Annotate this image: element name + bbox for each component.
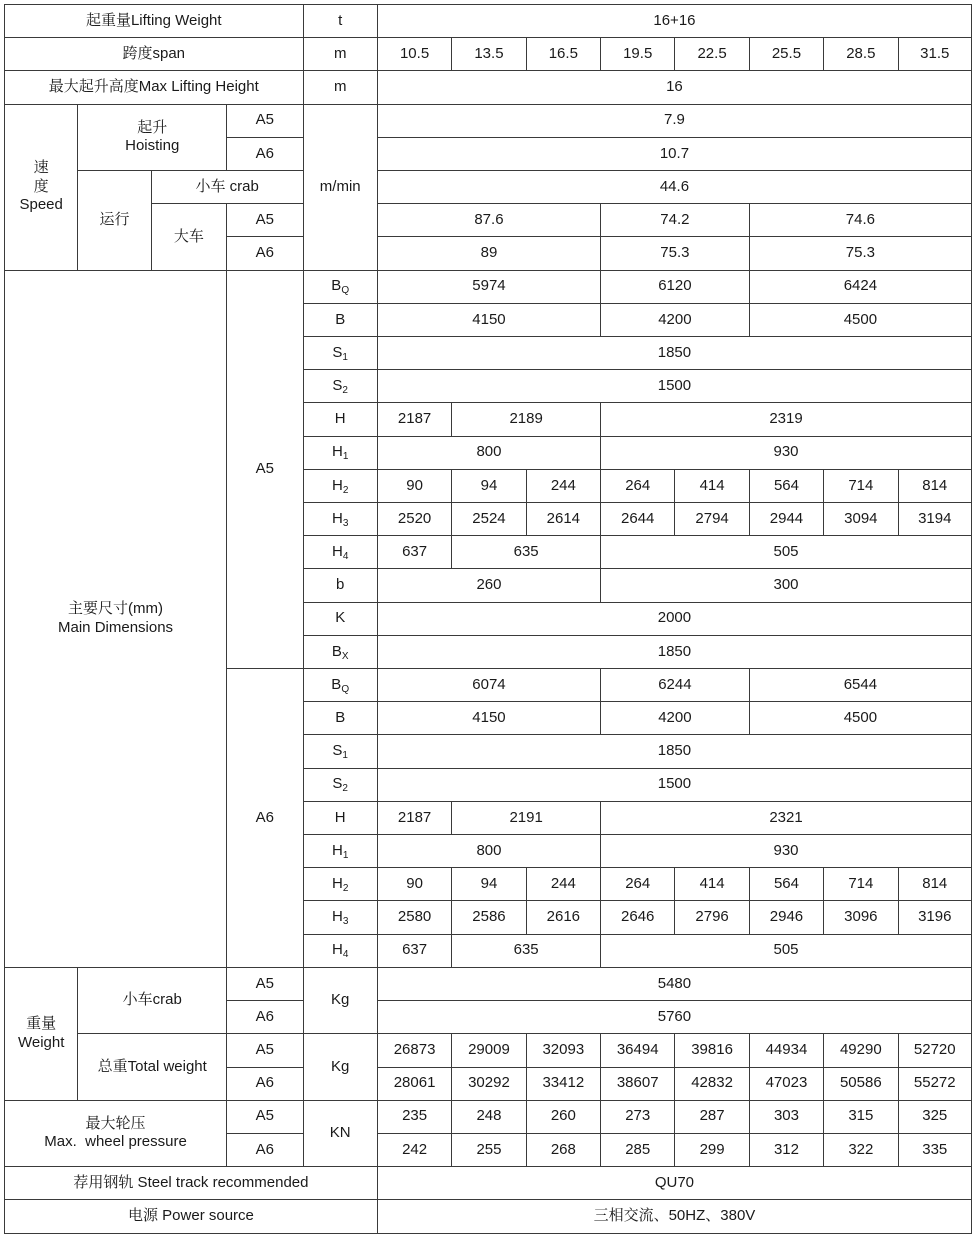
crane-a5-value: 87.6 <box>377 204 600 237</box>
span-value: 10.5 <box>377 38 451 71</box>
a6-h3-value: 2616 <box>526 901 600 934</box>
wheel-a5-value: 235 <box>377 1100 451 1133</box>
crab-weight-a6-value: 5760 <box>377 1001 971 1034</box>
a6-h2-value: 244 <box>526 868 600 901</box>
a6-h2-value: 264 <box>601 868 675 901</box>
weight-label-en: Weight <box>17 1033 65 1051</box>
row-span <box>5 38 972 71</box>
duty-a6: A6 <box>227 669 303 968</box>
wheel-a6-value: 335 <box>898 1133 971 1166</box>
total-a6-value: 28061 <box>377 1067 451 1100</box>
a5-h2-value: 714 <box>824 469 898 502</box>
wheel-a6-value: 312 <box>749 1133 823 1166</box>
span-unit: m <box>303 38 377 71</box>
total-a5-value: 29009 <box>452 1034 526 1067</box>
a5-h3-value: 3094 <box>824 503 898 536</box>
a6-h2-value: 414 <box>675 868 749 901</box>
duty-a6: A6 <box>227 1133 303 1166</box>
a6-s1-value: 1850 <box>377 735 971 768</box>
span-value: 31.5 <box>898 38 971 71</box>
symbol-bq: $B_Q$ <box>303 669 377 702</box>
a6-h3-value: 3096 <box>824 901 898 934</box>
a6-h3-value: 2646 <box>601 901 675 934</box>
duty-a5: A5 <box>227 104 303 137</box>
a5-b-small-value: 260 <box>377 569 600 602</box>
a5-h2-value: 414 <box>675 469 749 502</box>
power-source-label: 电源 Power source <box>5 1200 378 1234</box>
power-source-value: 三相交流、50HZ、380V <box>377 1200 971 1234</box>
dimensions-label-cn: 主要尺寸(mm) <box>68 600 164 617</box>
duty-a6: A6 <box>227 1067 303 1100</box>
total-a5-value: 32093 <box>526 1034 600 1067</box>
symbol-h: H <box>303 801 377 834</box>
wheel-a6-value: 299 <box>675 1133 749 1166</box>
a5-h1-value: 930 <box>601 436 972 469</box>
lifting-weight-label: 起重量Lifting Weight <box>5 5 304 38</box>
wheel-a5-value: 287 <box>675 1100 749 1133</box>
row-max-height <box>5 71 972 104</box>
dimensions-label <box>5 270 227 967</box>
hoisting-a5-value: 7.9 <box>377 104 971 137</box>
max-height-value: 16 <box>377 71 971 104</box>
crane-a6-value: 89 <box>377 237 600 270</box>
a5-bq-value: 5974 <box>377 270 600 303</box>
a6-h3-value: 2946 <box>749 901 823 934</box>
row-weight-crab-a5 <box>5 967 972 1000</box>
crab-travel-label: 小车 crab <box>151 171 303 204</box>
a5-b-small-value: 300 <box>601 569 972 602</box>
total-a5-value: 26873 <box>377 1034 451 1067</box>
a6-b-value: 4150 <box>377 702 600 735</box>
duty-a6: A6 <box>227 1001 303 1034</box>
row-weight-total-a5 <box>5 1034 972 1067</box>
spec-table <box>4 4 972 1234</box>
a5-h3-value: 2524 <box>452 503 526 536</box>
a5-h3-value: 2944 <box>749 503 823 536</box>
speed-label-en: Speed <box>19 196 63 214</box>
speed-label <box>5 104 78 270</box>
row-power-source <box>5 1200 972 1234</box>
symbol-h2: $H_2$ <box>303 469 377 502</box>
total-a6-value: 50586 <box>824 1067 898 1100</box>
crab-weight-unit: Kg <box>303 967 377 1033</box>
a5-h3-value: 2520 <box>377 503 451 536</box>
a5-h1-value: 800 <box>377 436 600 469</box>
a6-h2-value: 714 <box>824 868 898 901</box>
a5-h2-value: 94 <box>452 469 526 502</box>
wheel-pressure-unit: KN <box>303 1100 377 1166</box>
hoisting-a6-value: 10.7 <box>377 137 971 170</box>
total-a6-value: 30292 <box>452 1067 526 1100</box>
a6-h2-value: 814 <box>898 868 971 901</box>
symbol-b: B <box>303 303 377 336</box>
a6-h4-value: 635 <box>452 934 601 967</box>
a6-h1-value: 930 <box>601 835 972 868</box>
span-value: 16.5 <box>526 38 600 71</box>
symbol-s1: $S_1$ <box>303 337 377 370</box>
a5-b-value: 4500 <box>749 303 971 336</box>
wheel-a5-value: 315 <box>824 1100 898 1133</box>
a6-h3-value: 3196 <box>898 901 971 934</box>
duty-a5: A5 <box>227 967 303 1000</box>
duty-a5: A5 <box>227 270 303 668</box>
travel-label: 运行 <box>78 171 151 271</box>
wheel-pressure-label-cn: 最大轮压 <box>85 1114 146 1132</box>
row-steel-track <box>5 1167 972 1200</box>
row-dim-a5-bq <box>5 270 972 303</box>
symbol-h4: $H_4$ <box>303 934 377 967</box>
a5-b-value: 4200 <box>601 303 750 336</box>
crane-a5-value: 74.6 <box>749 204 971 237</box>
symbol-h4: $H_4$ <box>303 536 377 569</box>
a5-h2-value: 90 <box>377 469 451 502</box>
speed-unit: m/min <box>303 104 377 270</box>
a5-h2-value: 244 <box>526 469 600 502</box>
wheel-pressure-label <box>5 1100 227 1166</box>
a5-bq-value: 6120 <box>601 270 750 303</box>
a5-h3-value: 2644 <box>601 503 675 536</box>
a6-h1-value: 800 <box>377 835 600 868</box>
a6-h-value: 2187 <box>377 801 451 834</box>
crab-weight-a5-value: 5480 <box>377 967 971 1000</box>
symbol-s1: $S_1$ <box>303 735 377 768</box>
symbol-h1: $H_1$ <box>303 835 377 868</box>
wheel-a6-value: 322 <box>824 1133 898 1166</box>
span-value: 25.5 <box>749 38 823 71</box>
total-a6-value: 42832 <box>675 1067 749 1100</box>
a6-h2-value: 94 <box>452 868 526 901</box>
a5-h4-value: 637 <box>377 536 451 569</box>
speed-label-cn-1: 速 <box>33 158 49 176</box>
a5-h2-value: 264 <box>601 469 675 502</box>
a6-s2-value: 1500 <box>377 768 971 801</box>
wheel-a6-value: 255 <box>452 1133 526 1166</box>
wheel-a5-value: 325 <box>898 1100 971 1133</box>
duty-a5: A5 <box>227 204 303 237</box>
symbol-h2: $H_2$ <box>303 868 377 901</box>
symbol-h3: $H_3$ <box>303 901 377 934</box>
a5-h-value: 2319 <box>601 403 972 436</box>
hoisting-label <box>78 104 227 170</box>
a5-bq-value: 6424 <box>749 270 971 303</box>
duty-a6: A6 <box>227 137 303 170</box>
symbol-b: B <box>303 702 377 735</box>
total-weight-label: 总重Total weight <box>78 1034 227 1100</box>
row-speed-hoist-a5 <box>5 104 972 137</box>
a6-h-value: 2321 <box>601 801 972 834</box>
symbol-s2: $S_2$ <box>303 370 377 403</box>
a6-h-value: 2191 <box>452 801 601 834</box>
symbol-bx: $B_X$ <box>303 635 377 668</box>
total-a6-value: 33412 <box>526 1067 600 1100</box>
span-value: 22.5 <box>675 38 749 71</box>
speed-label-cn-2: 度 <box>33 177 49 195</box>
a6-bq-value: 6544 <box>749 669 971 702</box>
crane-travel-label: 大车 <box>151 204 226 270</box>
wheel-a5-value: 273 <box>601 1100 675 1133</box>
symbol-h: H <box>303 403 377 436</box>
a6-bq-value: 6244 <box>601 669 750 702</box>
a6-h4-value: 637 <box>377 934 451 967</box>
a5-s2-value: 1500 <box>377 370 971 403</box>
steel-track-label: 荐用钢轨 Steel track recommended <box>5 1167 378 1200</box>
crane-a6-value: 75.3 <box>749 237 971 270</box>
row-wheel-a5 <box>5 1100 972 1133</box>
max-height-unit: m <box>303 71 377 104</box>
hoisting-label-cn: 起升 <box>137 118 168 136</box>
symbol-bq: $B_Q$ <box>303 270 377 303</box>
total-a5-value: 39816 <box>675 1034 749 1067</box>
weight-label-cn: 重量 <box>26 1015 57 1033</box>
lifting-weight-unit: t <box>303 5 377 38</box>
a5-b-value: 4150 <box>377 303 600 336</box>
steel-track-value: QU70 <box>377 1167 971 1200</box>
crab-weight-label: 小车crab <box>78 967 227 1033</box>
duty-a5: A5 <box>227 1034 303 1067</box>
total-a5-value: 52720 <box>898 1034 971 1067</box>
crane-a5-value: 74.2 <box>601 204 750 237</box>
a6-b-value: 4200 <box>601 702 750 735</box>
wheel-a5-value: 248 <box>452 1100 526 1133</box>
a6-b-value: 4500 <box>749 702 971 735</box>
total-a5-value: 36494 <box>601 1034 675 1067</box>
wheel-a6-value: 285 <box>601 1133 675 1166</box>
wheel-a5-value: 303 <box>749 1100 823 1133</box>
total-a6-value: 47023 <box>749 1067 823 1100</box>
span-value: 28.5 <box>824 38 898 71</box>
span-value: 19.5 <box>601 38 675 71</box>
total-a6-value: 38607 <box>601 1067 675 1100</box>
a6-h4-value: 505 <box>601 934 972 967</box>
a6-h3-value: 2586 <box>452 901 526 934</box>
span-label: 跨度span <box>5 38 304 71</box>
wheel-a6-value: 268 <box>526 1133 600 1166</box>
a6-bq-value: 6074 <box>377 669 600 702</box>
hoisting-label-en: Hoisting <box>125 137 180 155</box>
lifting-weight-value: 16+16 <box>377 5 971 38</box>
a5-h-value: 2189 <box>452 403 601 436</box>
total-weight-unit: Kg <box>303 1034 377 1100</box>
a5-bx-value: 1850 <box>377 635 971 668</box>
a6-h2-value: 90 <box>377 868 451 901</box>
a6-h3-value: 2580 <box>377 901 451 934</box>
total-a5-value: 49290 <box>824 1034 898 1067</box>
a5-h3-value: 3194 <box>898 503 971 536</box>
a5-h-value: 2187 <box>377 403 451 436</box>
a5-k-value: 2000 <box>377 602 971 635</box>
total-a6-value: 55272 <box>898 1067 971 1100</box>
a6-h3-value: 2796 <box>675 901 749 934</box>
span-value: 13.5 <box>452 38 526 71</box>
symbol-s2: $S_2$ <box>303 768 377 801</box>
wheel-a5-value: 260 <box>526 1100 600 1133</box>
row-lifting-weight <box>5 5 972 38</box>
a5-h3-value: 2614 <box>526 503 600 536</box>
duty-a6: A6 <box>227 237 303 270</box>
crab-travel-value: 44.6 <box>377 171 971 204</box>
row-speed-crab <box>5 171 972 204</box>
a5-s1-value: 1850 <box>377 337 971 370</box>
wheel-pressure-label-en: Max. wheel pressure <box>44 1133 187 1151</box>
weight-label <box>5 967 78 1100</box>
a6-h2-value: 564 <box>749 868 823 901</box>
a5-h3-value: 2794 <box>675 503 749 536</box>
symbol-h1: $H_1$ <box>303 436 377 469</box>
max-height-label: 最大起升高度Max Lifting Height <box>5 71 304 104</box>
dimensions-label-en: Main Dimensions <box>58 618 174 636</box>
crane-a6-value: 75.3 <box>601 237 750 270</box>
symbol-h3: $H_3$ <box>303 503 377 536</box>
total-a5-value: 44934 <box>749 1034 823 1067</box>
wheel-a6-value: 242 <box>377 1133 451 1166</box>
a5-h4-value: 505 <box>601 536 972 569</box>
a5-h4-value: 635 <box>452 536 601 569</box>
a5-h2-value: 564 <box>749 469 823 502</box>
symbol-b-small: b <box>303 569 377 602</box>
a5-h2-value: 814 <box>898 469 971 502</box>
symbol-k: K <box>303 602 377 635</box>
duty-a5: A5 <box>227 1100 303 1133</box>
